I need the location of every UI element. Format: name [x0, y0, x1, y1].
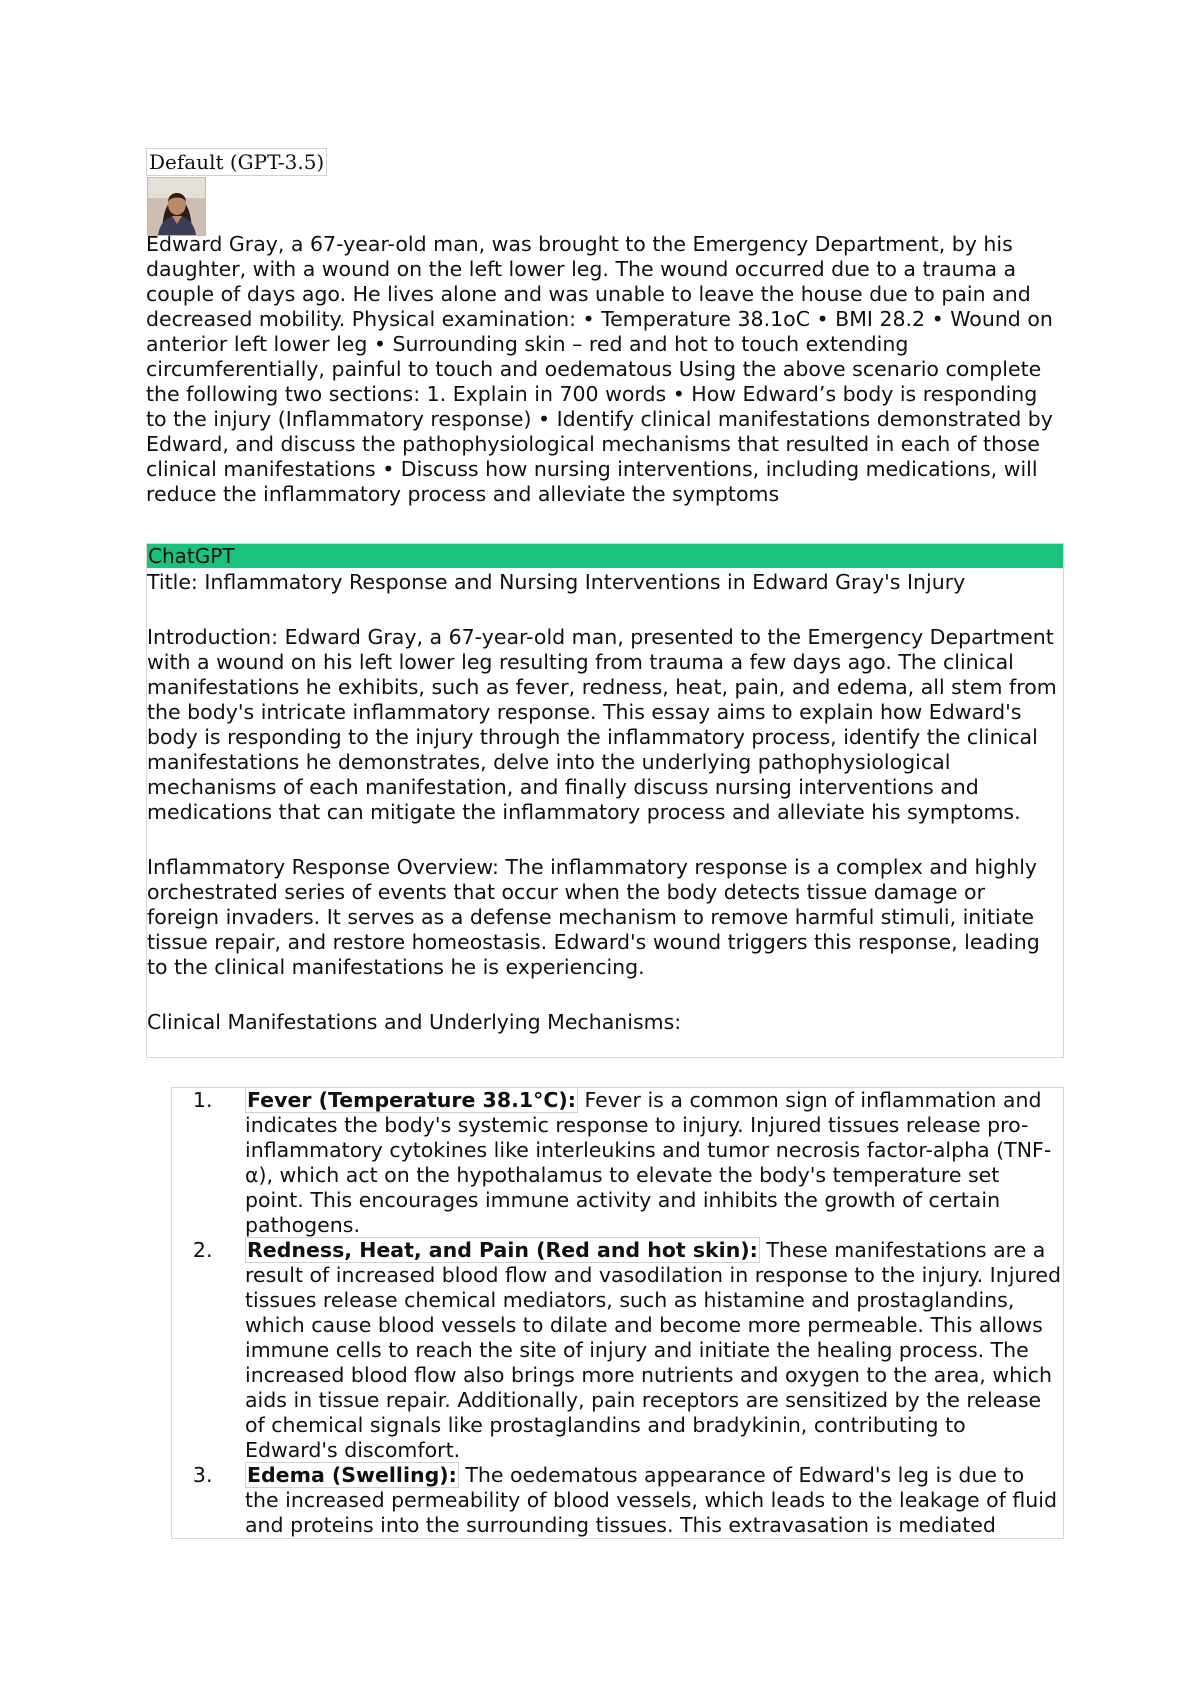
user-avatar	[147, 177, 206, 236]
user-avatar-icon	[148, 178, 205, 235]
model-label: Default (GPT-3.5)	[146, 148, 327, 176]
essay-introduction: Introduction: Edward Gray, a 67-year-old man, presented to the Emergency Department with a wound on his left lower leg resulting from trauma a few days ago. The clinical manifestations he exhibits, such as fever, redness, heat, pain, and edema, all stem from the body's intricate inflammatory response. This essay aims to explain how Edward's body is responding to the injury through the inflammatory process, identify the clinical manifestations he demonstrates, delve into the underlying pathophysiological mechanisms of each manifestation, and finally discuss nursing interventions and medications that can mitigate the inflammatory process and alleviate his symptoms.	[147, 625, 1057, 824]
list-item-text: These manifestations are a result of increased blood flow and vasodilation in response to the injury. Injured tissues release chemical mediators, such as histamine and prostaglandins, which cause blood vessels to dilate and become more permeable. This allows immune cells to reach the site of injury and initiate the healing process. The increased blood flow also brings more nutrients and oxygen to the area, which aids in tissue repair. Additionally, pain receptors are sensitized by the release of chemical signals like prostaglandins and bradykinin, contributing to Edward's discomfort.	[245, 1238, 1061, 1462]
list-item	[219, 1238, 1063, 1463]
section-heading: Clinical Manifestations and Underlying Mechanisms:	[147, 1010, 682, 1034]
list-item	[219, 1088, 1063, 1238]
response-header: ChatGPT	[147, 544, 1063, 568]
list-item-text: Fever is a common sign of inflammation and indicates the body's systemic response to injury. Injured tissues release pro-inflammatory cytokines like interleukins and tumor necrosis factor-alpha (TNF-α), which act on the hypothalamus to elevate the body's temperature set point. This encourages immune activity and inhibits the growth of certain pathogens.	[245, 1088, 1052, 1237]
essay-overview: Inflammatory Response Overview: The inflammatory response is a complex and highly orchestrated series of events that occur when the body detects tissue damage or foreign invaders. It serves as a defense mechanism to remove harmful stimuli, initiate tissue repair, and restore homeostasis. Edward's wound triggers this response, leading to the clinical manifestations he is experiencing.	[147, 855, 1040, 979]
response-container	[146, 543, 1064, 1058]
user-prompt: Edward Gray, a 67-year-old man, was brought to the Emergency Department, by his daughter, with a wound on the left lower leg. The wound occurred due to a trauma a couple of days ago. He lives alone and was unable to leave the house due to pain and decreased mobility. Physical examination: • Temperature 38.1oC • BMI 28.2 • Wound on anterior left lower leg • Surrounding skin – red and hot to touch extending circumferentially, painful to touch and oedematous Using the above scenario complete the following two sections: 1. Explain in 700 words • How Edward’s body is responding to the injury (Inflammatory response) • Identify clinical manifestations demonstrated by Edward, and discuss the pathophysiological mechanisms that resulted in each of those clinical manifestations • Discuss how nursing interventions, including medications, will reduce the inflammatory process and alleviate the symptoms	[146, 232, 1053, 506]
essay-title: Title: Inflammatory Response and Nursing Interventions in Edward Gray's Injury	[147, 570, 966, 594]
list-item	[219, 1463, 1063, 1538]
list-item-heading: Fever (Temperature 38.1°C):	[247, 1088, 576, 1112]
list-item-text: The oedematous appearance of Edward's leg is due to the increased permeability of blood vessels, which leads to the leakage of fluid and proteins into the surrounding tissues. This extravasation is mediated	[245, 1463, 1057, 1537]
list-item-heading: Redness, Heat, and Pain (Red and hot skin):	[247, 1238, 758, 1262]
manifestations-list-container	[171, 1087, 1064, 1539]
list-item-heading: Edema (Swelling):	[247, 1463, 457, 1487]
manifestations-list	[172, 1088, 1063, 1538]
